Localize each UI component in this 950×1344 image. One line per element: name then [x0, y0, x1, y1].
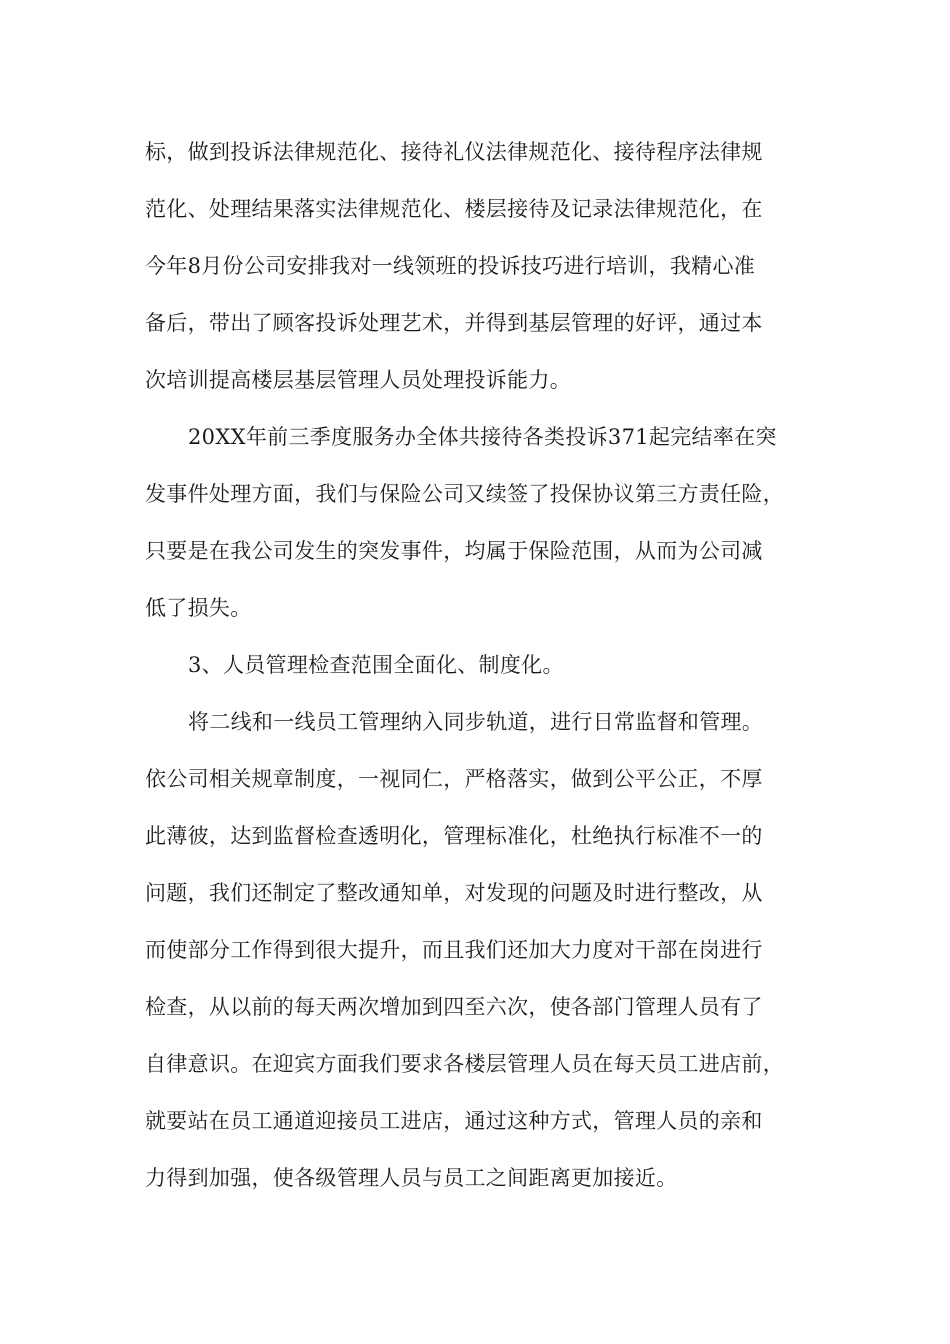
text-line: 问题，我们还制定了整改通知单，对发现的问题及时进行整改，从 — [145, 881, 763, 905]
paragraph-first-line: 20XX年前三季度服务办全体共接待各类投诉371起完结率在突 — [188, 425, 777, 449]
text-line: 自律意识。在迎宾方面我们要求各楼层管理人员在每天员工进店前， — [145, 1052, 784, 1076]
text-line: 发事件处理方面，我们与保险公司又续签了投保协议第三方责任险， — [145, 482, 784, 506]
text-line: 低了损失。 — [145, 596, 252, 620]
text-line: 今年8月份公司安排我对一线领班的投诉技巧进行培训，我精心准 — [145, 254, 756, 278]
paragraph-first-line: 将二线和一线员工管理纳入同步轨道，进行日常监督和管理。 — [188, 710, 764, 734]
text-line: 力得到加强，使各级管理人员与员工之间距离更加接近。 — [145, 1166, 678, 1190]
text-line: 范化、处理结果落实法律规范化、楼层接待及记录法律规范化，在 — [145, 197, 763, 221]
text-line: 此薄彼，达到监督检查透明化，管理标准化，杜绝执行标准不一的 — [145, 824, 763, 848]
text-line: 而使部分工作得到很大提升，而且我们还加大力度对干部在岗进行 — [145, 938, 763, 962]
text-line: 备后，带出了顾客投诉处理艺术，并得到基层管理的好评，通过本 — [145, 311, 763, 335]
text-line: 标，做到投诉法律规范化、接待礼仪法律规范化、接待程序法律规 — [145, 140, 763, 164]
text-line: 只要是在我公司发生的突发事件，均属于保险范围，从而为公司减 — [145, 539, 763, 563]
text-line: 检查，从以前的每天两次增加到四至六次，使各部门管理人员有了 — [145, 995, 763, 1019]
section-heading: 3、人员管理检查范围全面化、制度化。 — [188, 653, 564, 677]
text-line: 次培训提高楼层基层管理人员处理投诉能力。 — [145, 368, 571, 392]
text-line: 依公司相关规章制度，一视同仁，严格落实，做到公平公正，不厚 — [145, 767, 763, 791]
text-line: 就要站在员工通道迎接员工进店，通过这种方式，管理人员的亲和 — [145, 1109, 763, 1133]
